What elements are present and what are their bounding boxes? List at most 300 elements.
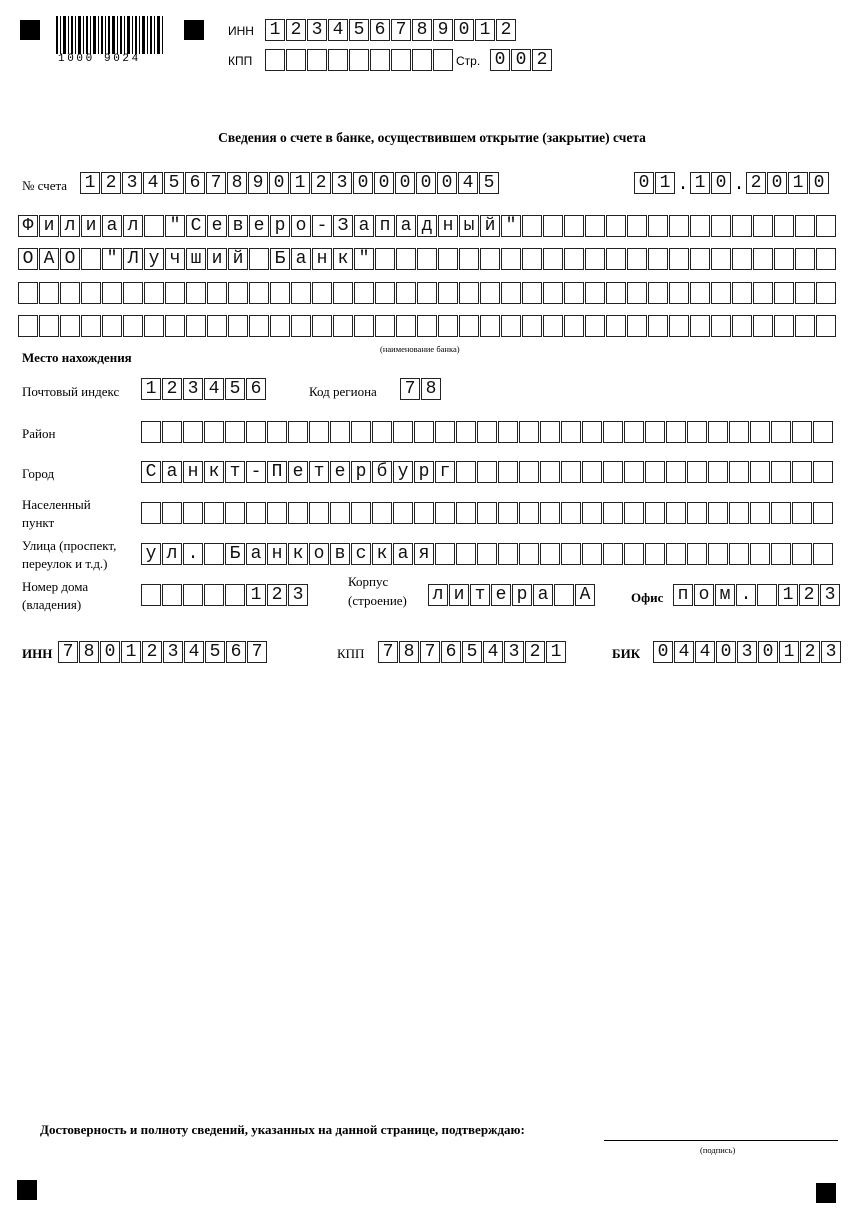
char-cell: 4	[483, 641, 503, 663]
char-cell: 5	[349, 19, 369, 41]
char-cell: 1	[265, 19, 285, 41]
char-cell	[183, 584, 203, 606]
char-cell	[183, 502, 203, 524]
header-kpp-label: КПП	[228, 54, 253, 68]
house-label-line-1: Номер дома	[22, 579, 89, 594]
char-cell	[351, 421, 371, 443]
char-cell: Ф	[18, 215, 38, 237]
char-cell	[757, 584, 777, 606]
char-cell: 1	[475, 19, 495, 41]
char-cell: л	[162, 543, 182, 565]
char-cell	[393, 421, 413, 443]
date-separator: .	[733, 175, 745, 195]
char-cell	[729, 421, 749, 443]
char-cell: П	[267, 461, 287, 483]
district-cells[interactable]	[141, 421, 834, 443]
header-kpp-cells[interactable]	[265, 49, 454, 71]
char-cell	[375, 248, 395, 270]
char-cell	[585, 315, 605, 337]
char-cell: о	[309, 543, 329, 565]
char-cell: 1	[121, 641, 141, 663]
char-cell	[816, 282, 836, 304]
char-cell: м	[715, 584, 735, 606]
char-cell	[498, 502, 518, 524]
char-cell	[435, 543, 455, 565]
char-cell	[687, 461, 707, 483]
house-label-line-2: (владения)	[22, 597, 82, 612]
building-cells[interactable]	[428, 584, 596, 606]
char-cell: О	[18, 248, 38, 270]
char-cell	[603, 461, 623, 483]
char-cell	[813, 461, 833, 483]
char-cell: 3	[737, 641, 757, 663]
char-cell	[645, 421, 665, 443]
char-cell	[750, 461, 770, 483]
char-cell	[309, 502, 329, 524]
char-cell	[753, 215, 773, 237]
char-cell	[81, 248, 101, 270]
char-cell	[750, 421, 770, 443]
char-cell	[816, 215, 836, 237]
char-cell	[666, 502, 686, 524]
char-cell: 3	[820, 584, 840, 606]
char-cell	[753, 248, 773, 270]
char-cell: к	[372, 543, 392, 565]
char-cell: о	[694, 584, 714, 606]
date-year-cells[interactable]	[746, 172, 830, 194]
char-cell	[39, 315, 59, 337]
bik-cells[interactable]	[653, 641, 842, 663]
char-cell	[438, 315, 458, 337]
char-cell: и	[449, 584, 469, 606]
char-cell	[312, 282, 332, 304]
char-cell	[543, 315, 563, 337]
char-cell: 9	[248, 172, 268, 194]
char-cell: .	[183, 543, 203, 565]
char-cell	[18, 315, 38, 337]
char-cell	[249, 282, 269, 304]
char-cell	[687, 543, 707, 565]
char-cell: 7	[420, 641, 440, 663]
char-cell	[627, 282, 647, 304]
char-cell: 0	[454, 19, 474, 41]
char-cell: 1	[290, 172, 310, 194]
char-cell	[39, 282, 59, 304]
date-month-cells[interactable]	[690, 172, 732, 194]
char-cell	[624, 421, 644, 443]
char-cell: а	[246, 543, 266, 565]
office-label: Офис	[631, 590, 664, 605]
char-cell	[144, 315, 164, 337]
char-cell: л	[123, 215, 143, 237]
char-cell: 2	[525, 641, 545, 663]
char-cell	[435, 502, 455, 524]
char-cell: -	[312, 215, 332, 237]
char-cell	[771, 543, 791, 565]
char-cell	[624, 461, 644, 483]
corner-marker-top-mid	[184, 20, 204, 40]
char-cell: 2	[746, 172, 766, 194]
corner-marker-bottom-left	[17, 1180, 37, 1200]
char-cell: ы	[459, 215, 479, 237]
char-cell: "	[354, 248, 374, 270]
char-cell	[627, 215, 647, 237]
char-cell	[666, 421, 686, 443]
char-cell	[711, 315, 731, 337]
char-cell: у	[141, 543, 161, 565]
char-cell: 0	[809, 172, 829, 194]
corner-marker-bottom-right	[816, 1183, 836, 1203]
char-cell: 3	[163, 641, 183, 663]
char-cell	[456, 461, 476, 483]
char-cell: и	[81, 215, 101, 237]
date-separator: .	[677, 175, 689, 195]
char-cell	[267, 502, 287, 524]
char-cell	[561, 543, 581, 565]
street-cells[interactable]	[141, 543, 834, 565]
char-cell: 1	[779, 641, 799, 663]
char-cell	[603, 543, 623, 565]
char-cell: 7	[400, 378, 420, 400]
char-cell	[501, 282, 521, 304]
char-cell: а	[393, 543, 413, 565]
char-cell: 4	[328, 19, 348, 41]
char-cell: 5	[225, 378, 245, 400]
bank-name-line-2[interactable]	[18, 248, 837, 270]
char-cell	[183, 421, 203, 443]
postal-label: Почтовый индекс	[22, 384, 120, 399]
char-cell	[690, 215, 710, 237]
char-cell: л	[60, 215, 80, 237]
char-cell: а	[162, 461, 182, 483]
char-cell	[60, 315, 80, 337]
char-cell: н	[267, 543, 287, 565]
char-cell: 4	[458, 172, 478, 194]
char-cell	[648, 248, 668, 270]
char-cell	[543, 282, 563, 304]
char-cell	[328, 49, 348, 71]
char-cell	[141, 502, 161, 524]
account-number-cells[interactable]	[80, 172, 500, 194]
char-cell	[309, 421, 329, 443]
bank-name-line-4[interactable]	[18, 315, 837, 337]
char-cell	[204, 584, 224, 606]
page-title: Сведения о счете в банке, осуществившем открытие (закрытие) счета	[218, 130, 646, 145]
char-cell: 5	[479, 172, 499, 194]
char-cell	[564, 215, 584, 237]
char-cell	[519, 543, 539, 565]
char-cell	[288, 421, 308, 443]
char-cell: ш	[186, 248, 206, 270]
char-cell: Л	[123, 248, 143, 270]
char-cell	[204, 543, 224, 565]
char-cell	[624, 502, 644, 524]
char-cell	[690, 315, 710, 337]
char-cell: 2	[496, 19, 516, 41]
char-cell: е	[491, 584, 511, 606]
char-cell	[102, 282, 122, 304]
char-cell	[711, 215, 731, 237]
char-cell	[669, 315, 689, 337]
char-cell	[354, 315, 374, 337]
char-cell: 0	[374, 172, 394, 194]
char-cell: у	[144, 248, 164, 270]
char-cell: т	[470, 584, 490, 606]
page-number-cells[interactable]	[490, 49, 553, 71]
char-cell	[417, 282, 437, 304]
char-cell: в	[330, 543, 350, 565]
char-cell: л	[428, 584, 448, 606]
bank-name-line-3[interactable]	[18, 282, 837, 304]
char-cell	[732, 282, 752, 304]
char-cell: -	[246, 461, 266, 483]
bank-kpp-cells[interactable]	[378, 641, 567, 663]
char-cell: 3	[821, 641, 841, 663]
char-cell: 2	[799, 584, 819, 606]
char-cell: р	[270, 215, 290, 237]
char-cell	[186, 282, 206, 304]
char-cell: 0	[353, 172, 373, 194]
locality-cells[interactable]	[141, 502, 834, 524]
char-cell: а	[533, 584, 553, 606]
char-cell	[771, 461, 791, 483]
char-cell	[582, 502, 602, 524]
location-heading: Место нахождения	[22, 350, 132, 365]
bank-name-caption: (наименование банка)	[380, 344, 460, 354]
char-cell	[582, 543, 602, 565]
signature-line[interactable]	[604, 1140, 838, 1141]
char-cell	[627, 248, 647, 270]
char-cell	[708, 421, 728, 443]
char-cell	[286, 49, 306, 71]
char-cell	[370, 49, 390, 71]
char-cell: н	[438, 215, 458, 237]
char-cell	[543, 248, 563, 270]
char-cell: о	[291, 215, 311, 237]
char-cell: и	[207, 248, 227, 270]
char-cell: и	[39, 215, 59, 237]
char-cell	[498, 543, 518, 565]
char-cell	[540, 543, 560, 565]
char-cell: 1	[690, 172, 710, 194]
char-cell	[645, 461, 665, 483]
locality-label-line-2: пункт	[22, 515, 55, 530]
char-cell: а	[396, 215, 416, 237]
char-cell	[349, 49, 369, 71]
char-cell	[795, 315, 815, 337]
char-cell	[81, 315, 101, 337]
char-cell: 0	[395, 172, 415, 194]
header-inn-label: ИНН	[228, 24, 254, 38]
region-label: Код региона	[309, 384, 377, 399]
char-cell: 2	[311, 172, 331, 194]
char-cell	[666, 543, 686, 565]
char-cell	[391, 49, 411, 71]
char-cell	[265, 49, 285, 71]
char-cell	[561, 421, 581, 443]
char-cell: Б	[225, 543, 245, 565]
char-cell	[564, 282, 584, 304]
char-cell: 3	[288, 584, 308, 606]
char-cell	[561, 502, 581, 524]
char-cell	[162, 502, 182, 524]
char-cell	[249, 248, 269, 270]
char-cell: 8	[399, 641, 419, 663]
char-cell	[477, 502, 497, 524]
char-cell: а	[354, 215, 374, 237]
char-cell	[585, 215, 605, 237]
char-cell: 2	[532, 49, 552, 71]
char-cell	[648, 315, 668, 337]
corner-marker-top-left	[20, 20, 40, 40]
char-cell	[123, 282, 143, 304]
postal-cells[interactable]	[141, 378, 267, 400]
char-cell: 0	[269, 172, 289, 194]
region-cells[interactable]	[400, 378, 442, 400]
char-cell	[165, 315, 185, 337]
bank-inn-label: ИНН	[22, 646, 53, 661]
char-cell	[816, 248, 836, 270]
char-cell: ч	[165, 248, 185, 270]
bank-name-line-1[interactable]	[18, 215, 837, 237]
district-label: Район	[22, 426, 56, 441]
account-label: № счета	[22, 178, 68, 193]
date-day-cells[interactable]	[634, 172, 676, 194]
char-cell	[480, 248, 500, 270]
char-cell: е	[249, 215, 269, 237]
char-cell	[687, 502, 707, 524]
char-cell	[165, 282, 185, 304]
char-cell	[204, 421, 224, 443]
char-cell: 7	[247, 641, 267, 663]
bank-inn-cells[interactable]	[58, 641, 268, 663]
char-cell	[270, 315, 290, 337]
char-cell	[708, 543, 728, 565]
char-cell	[225, 584, 245, 606]
city-cells[interactable]	[141, 461, 834, 483]
char-cell	[732, 248, 752, 270]
char-cell	[459, 248, 479, 270]
office-cells[interactable]	[673, 584, 841, 606]
char-cell	[627, 315, 647, 337]
char-cell: 2	[101, 172, 121, 194]
char-cell	[711, 248, 731, 270]
char-cell: 2	[162, 378, 182, 400]
date-cells[interactable]	[634, 172, 830, 194]
char-cell: 7	[378, 641, 398, 663]
char-cell: б	[372, 461, 392, 483]
char-cell	[141, 421, 161, 443]
char-cell: 0	[653, 641, 673, 663]
char-cell: е	[330, 461, 350, 483]
char-cell: 5	[462, 641, 482, 663]
char-cell	[522, 282, 542, 304]
char-cell	[729, 461, 749, 483]
char-cell	[291, 282, 311, 304]
char-cell	[417, 315, 437, 337]
char-cell: 1	[80, 172, 100, 194]
char-cell	[228, 282, 248, 304]
char-cell	[564, 248, 584, 270]
char-cell	[795, 215, 815, 237]
building-label-line-2: (строение)	[348, 593, 407, 608]
char-cell	[669, 248, 689, 270]
char-cell: 0	[490, 49, 510, 71]
char-cell	[606, 215, 626, 237]
char-cell	[207, 282, 227, 304]
char-cell	[396, 282, 416, 304]
char-cell: 2	[267, 584, 287, 606]
char-cell	[456, 543, 476, 565]
char-cell	[585, 248, 605, 270]
char-cell: 8	[412, 19, 432, 41]
char-cell: а	[102, 215, 122, 237]
char-cell	[540, 461, 560, 483]
char-cell: 1	[655, 172, 675, 194]
char-cell	[606, 248, 626, 270]
char-cell	[669, 215, 689, 237]
char-cell	[396, 248, 416, 270]
char-cell: п	[375, 215, 395, 237]
char-cell: 8	[79, 641, 99, 663]
char-cell	[498, 421, 518, 443]
char-cell: 1	[788, 172, 808, 194]
char-cell: 4	[184, 641, 204, 663]
char-cell: й	[228, 248, 248, 270]
bik-label: БИК	[612, 646, 641, 661]
house-cells[interactable]	[141, 584, 309, 606]
char-cell: "	[102, 248, 122, 270]
char-cell: 1	[778, 584, 798, 606]
char-cell	[687, 421, 707, 443]
char-cell	[519, 461, 539, 483]
char-cell: п	[673, 584, 693, 606]
char-cell: 3	[183, 378, 203, 400]
char-cell	[414, 502, 434, 524]
char-cell	[729, 502, 749, 524]
char-cell: .	[736, 584, 756, 606]
char-cell: 4	[143, 172, 163, 194]
char-cell: н	[312, 248, 332, 270]
char-cell	[753, 315, 773, 337]
char-cell: 6	[370, 19, 390, 41]
char-cell	[477, 421, 497, 443]
char-cell: г	[435, 461, 455, 483]
char-cell: 8	[227, 172, 247, 194]
char-cell	[753, 282, 773, 304]
header-inn-cells[interactable]	[265, 19, 517, 41]
char-cell	[354, 282, 374, 304]
char-cell: 0	[716, 641, 736, 663]
char-cell	[501, 248, 521, 270]
char-cell: р	[414, 461, 434, 483]
char-cell	[270, 282, 290, 304]
char-cell	[522, 248, 542, 270]
char-cell	[312, 315, 332, 337]
char-cell	[351, 502, 371, 524]
char-cell: 2	[142, 641, 162, 663]
char-cell	[645, 502, 665, 524]
char-cell: 8	[421, 378, 441, 400]
char-cell	[228, 315, 248, 337]
char-cell: с	[351, 543, 371, 565]
char-cell: у	[393, 461, 413, 483]
char-cell	[564, 315, 584, 337]
char-cell: 1	[141, 378, 161, 400]
char-cell	[144, 215, 164, 237]
char-cell: к	[204, 461, 224, 483]
char-cell	[81, 282, 101, 304]
